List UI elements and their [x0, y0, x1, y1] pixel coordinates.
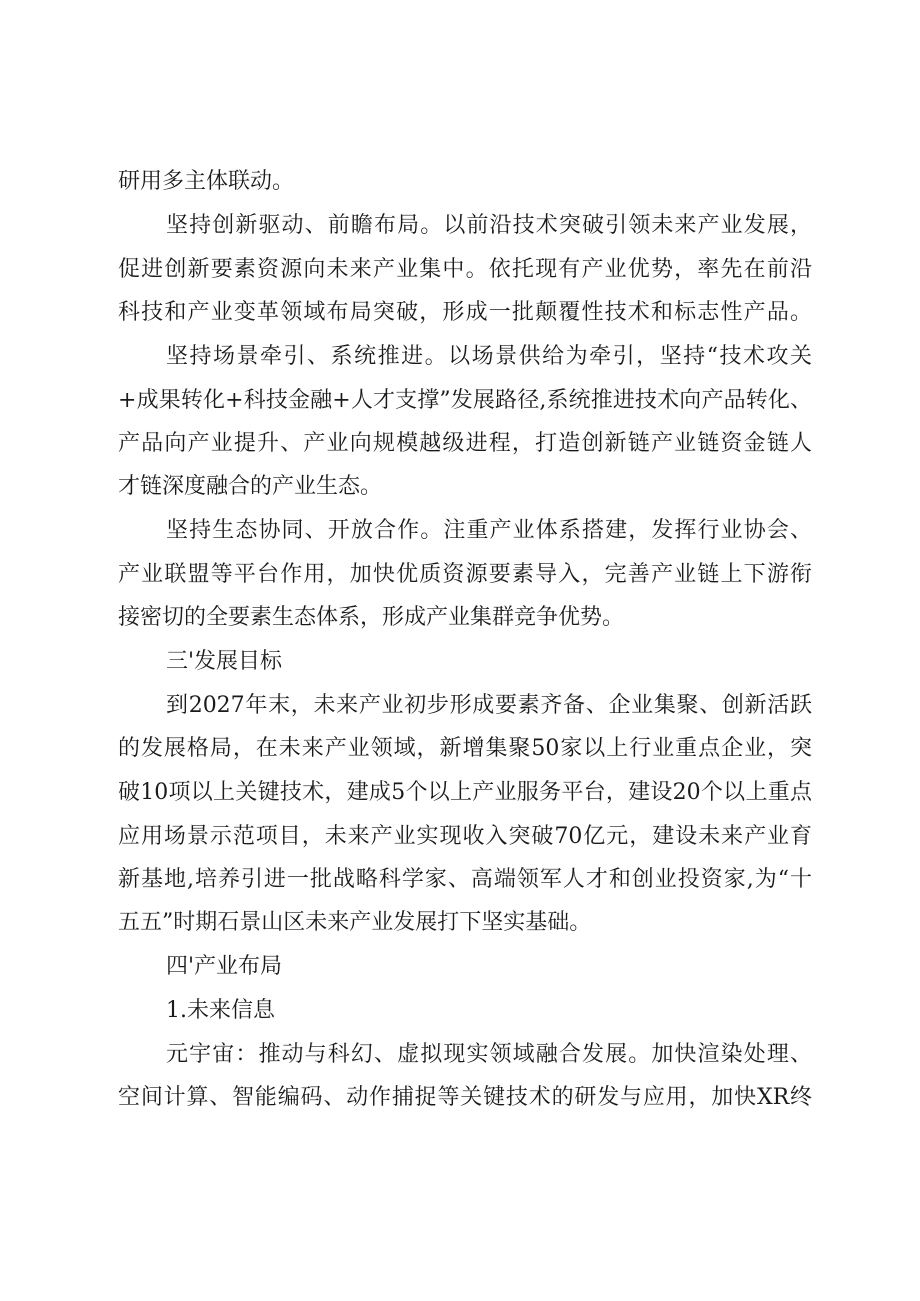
paragraph-line: 五五”时期石景山区未来产业发展打下坚实基础。: [118, 910, 592, 935]
paragraph-line: 研用多主体联动。: [118, 169, 295, 194]
paragraph-line: 破10项以上关键技术，建成5个以上产业服务平台，建设20个以上重点: [118, 780, 812, 805]
paragraph-line: 产业联盟等平台作用，加快优质资源要素导入，完善产业链上下游衔: [118, 562, 812, 587]
paragraph-line: +成果转化+科技金融+人才支撑”发展路径,系统推进技术向产品转化、: [118, 388, 812, 413]
section-heading: 三'发展目标: [166, 649, 283, 674]
paragraph-line: 应用场景示范项目，未来产业实现收入突破70亿元，建设未来产业育: [118, 824, 812, 849]
paragraph-line: 新基地,培养引进一批战略科学家、高端领军人才和创业投资家,为“十: [118, 867, 812, 892]
paragraph-line: 坚持场景牵引、系统推进。以场景供给为牵引，坚持“技术攻关: [166, 344, 812, 369]
paragraph-line: 产品向产业提升、产业向规模越级进程，打造创新链产业链资金链人: [118, 431, 812, 456]
paragraph-line: 促进创新要素资源向未来产业集中。依托现有产业优势，率先在前沿: [118, 257, 812, 282]
paragraph-line: 坚持创新驱动、前瞻布局。以前沿技术突破引领未来产业发展，: [166, 213, 812, 238]
paragraph-line: 元宇宙：推动与科幻、虚拟现实领域融合发展。加快渲染处理、: [166, 1042, 812, 1067]
paragraph-line: 科技和产业变革领域布局突破，形成一批颠覆性技术和标志性产品。: [118, 300, 812, 325]
paragraph-line: 坚持生态协同、开放合作。注重产业体系搭建，发挥行业协会、: [166, 518, 812, 543]
paragraph-line: 的发展格局，在未来产业领域，新增集聚50家以上行业重点企业，突: [118, 736, 812, 761]
section-heading: 四'产业布局: [166, 954, 283, 979]
paragraph-line: 接密切的全要素生态体系，形成产业集群竞争优势。: [118, 605, 625, 630]
paragraph-line: 空间计算、智能编码、动作捕捉等关键技术的研发与应用，加快XR终: [118, 1085, 812, 1110]
subsection-heading: 1.未来信息: [166, 998, 275, 1023]
paragraph-line: 才链深度融合的产业生态。: [118, 474, 383, 499]
paragraph-line: 到2027年末，未来产业初步形成要素齐备、企业集聚、创新活跃: [166, 693, 812, 718]
